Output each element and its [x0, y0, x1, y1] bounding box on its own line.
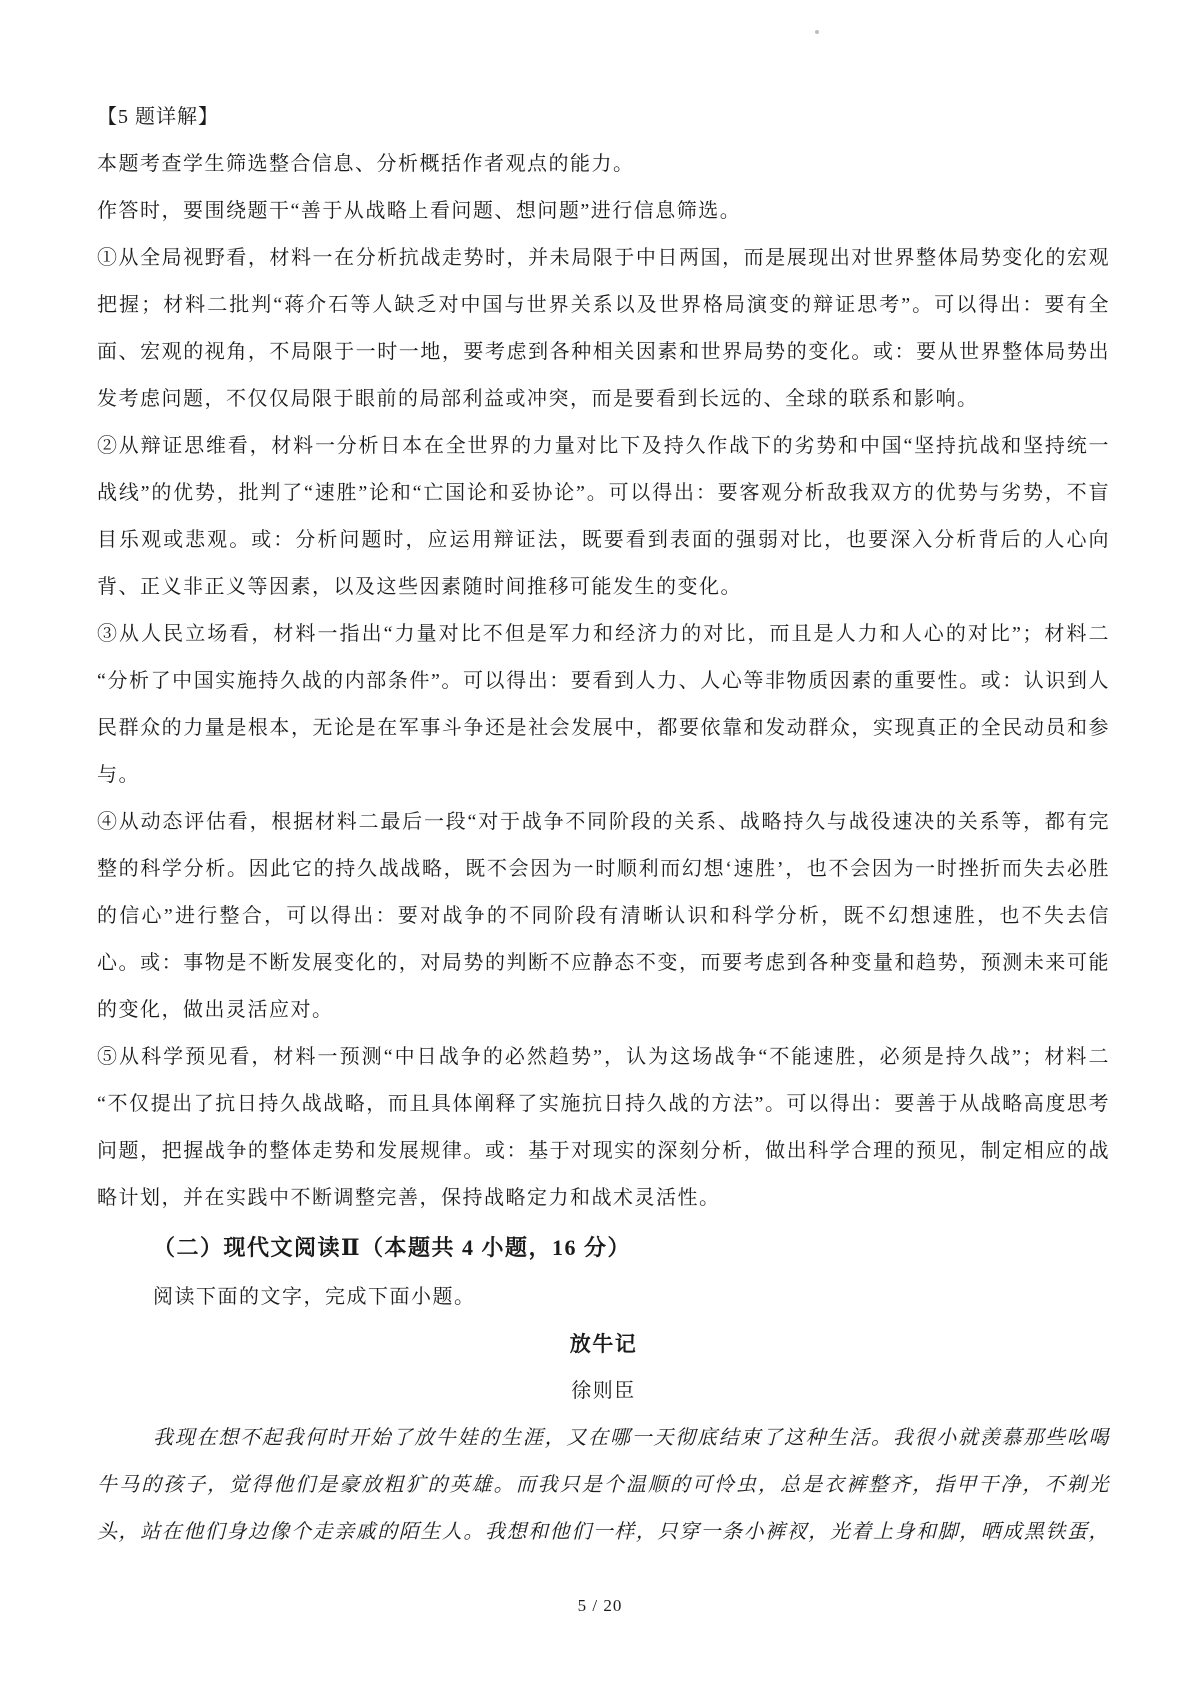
page-number: 5 / 20: [577, 1596, 623, 1615]
analysis-point-4: ④从动态评估看，根据材料二最后一段“对于战争不同阶段的关系、战略持久与战役速决的关系等，都有完整的科学分析。因此它的持久战战略，既不会因为一时顺利而幻想‘速胜’，也不会因为一时挫折而失去必胜的信心”进行整合，可以得出：要对战争的不同阶段有清晰认识和科学分析，既不幻想速胜，也不失去信心。或：事物是不断发展变化的，对局势的判断不应静态不变，而要考虑到各种变量和趋势，预测未来可能的变化，做出灵活应对。: [97, 811, 1110, 1021]
passage-author: 徐则臣: [571, 1380, 636, 1402]
document-content: [97, 94, 1110, 1556]
analysis-point-3: ③从人民立场看，材料一指出“力量对比不但是军力和经济力的对比，而且是人力和人心的对比”；材料二“分析了中国实施持久战的内部条件”。可以得出：要看到人力、人心等非物质因素的重要性。或：认识到人民群众的力量是根本，无论是在军事斗争还是社会发展中，都要依靠和发动群众，实现真正的全民动员和参与。: [97, 623, 1110, 786]
reading-instruction: 阅读下面的文字，完成下面小题。: [153, 1286, 476, 1308]
analysis-point-5: ⑤从科学预见看，材料一预测“中日战争的必然趋势”，认为这场战争“不能速胜，必须是持久战”；材料二“不仅提出了抗日持久战战略，而且具体阐释了实施抗日持久战的方法”。可以得出：要善于从战略高度思考问题，把握战争的整体走势和发展规律。或：基于对现实的深刻分析，做出科学合理的预见，制定相应的战略计划，并在实践中不断调整完善，保持战略定力和战术灵活性。: [97, 1046, 1110, 1209]
passage-title: 放牛记: [569, 1332, 638, 1356]
analysis-paragraph: 作答时，要围绕题干“善于从战略上看问题、想问题”进行信息筛选。: [97, 200, 742, 222]
analysis-point-1: ①从全局视野看，材料一在分析抗战走势时，并未局限于中日两国，而是展现出对世界整体局势变化的宏观把握；材料二批判“蒋介石等人缺乏对中国与世界关系以及世界格局演变的辩证思考”。可以得出：要有全面、宏观的视角，不局限于一时一地，要考虑到各种相关因素和世界局势的变化。或：要从世界整体局势出发考虑问题，不仅仅局限于眼前的局部利益或冲突，而是要看到长远的、全球的联系和影响。: [97, 247, 1110, 410]
question-5-analysis-label: 【5 题详解】: [97, 106, 219, 128]
scan-artifact-dot: [815, 30, 819, 34]
analysis-point-2: ②从辩证思维看，材料一分析日本在全世界的力量对比下及持久作战下的劣势和中国“坚持抗战和坚持统一战线”的优势，批判了“速胜”论和“亡国论和妥协论”。可以得出：要客观分析敌我双方的优势与劣势，不盲目乐观或悲观。或：分析问题时，应运用辩证法，既要看到表面的强弱对比，也要深入分析背后的人心向背、正义非正义等因素，以及这些因素随时间推移可能发生的变化。: [97, 435, 1110, 598]
passage-paragraph: 我现在想不起我何时开始了放牛娃的生涯，又在哪一天彻底结束了这种生活。我很小就羡慕那些吆喝牛马的孩子，觉得他们是豪放粗犷的英雄。而我只是个温顺的可怜虫，总是衣裤整齐，指甲干净，不剃光头，站在他们身边像个走亲戚的陌生人。我想和他们一样，只穿一条小裤衩，光着上身和脚，晒成黑铁蛋，: [97, 1427, 1110, 1543]
section-heading-modern-reading-2: （二）现代文阅读Ⅱ（本题共 4 小题，16 分）: [153, 1235, 632, 1260]
analysis-paragraph: 本题考查学生筛选整合信息、分析概括作者观点的能力。: [97, 153, 635, 175]
